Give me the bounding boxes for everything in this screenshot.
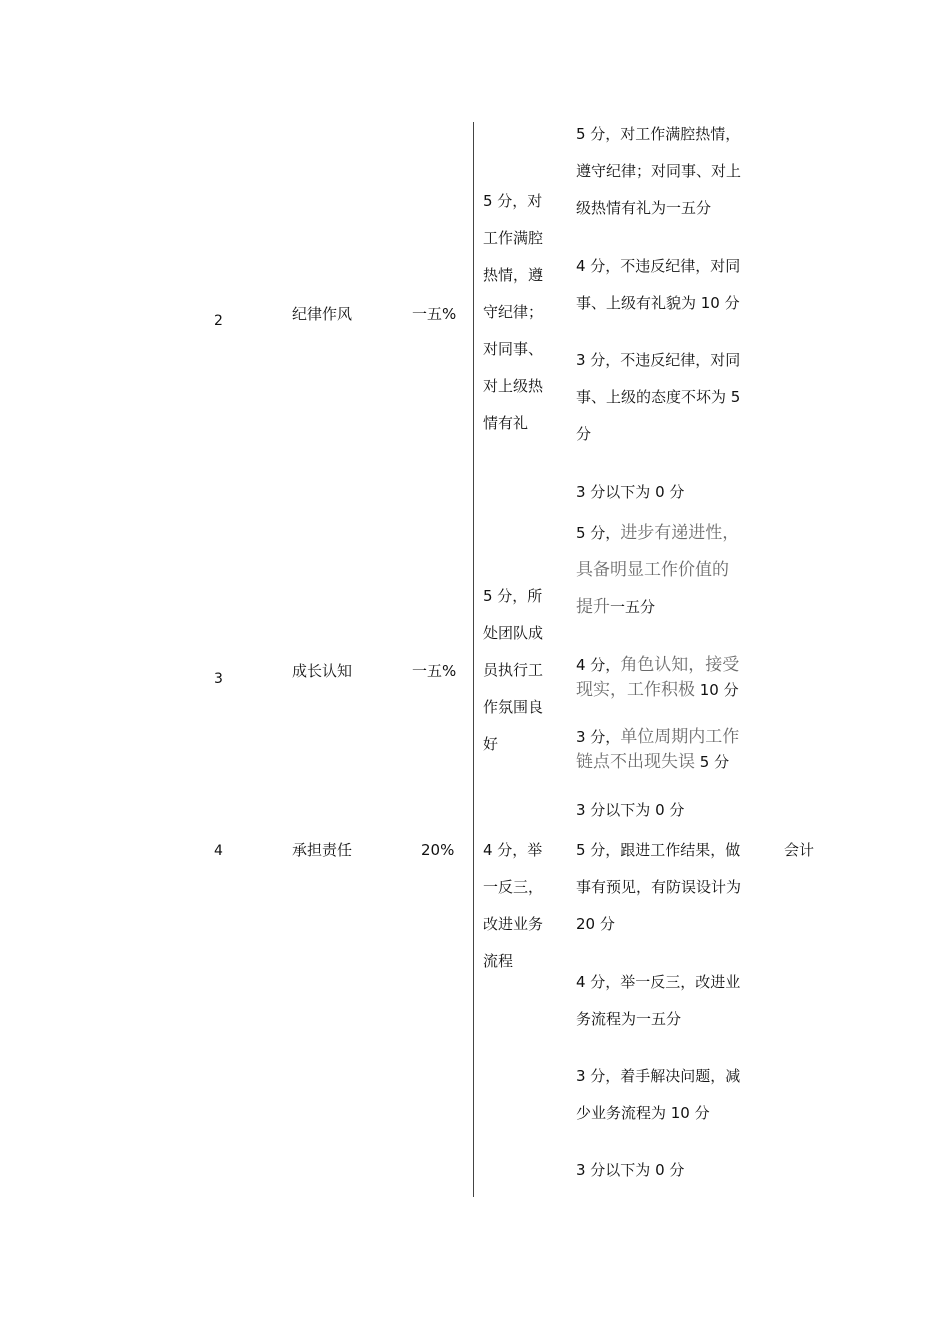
criterion-line: 改进业务	[483, 915, 544, 933]
level-line: 务流程为一五分	[576, 1010, 682, 1028]
level-line: 3 分以下为 0 分	[576, 483, 685, 501]
criterion-line: 情有礼	[483, 414, 529, 432]
row-index: 4	[214, 843, 223, 859]
level-text: 10 分	[695, 681, 739, 699]
row-criterion	[483, 578, 543, 763]
level-line: 5 分，对工作满腔热情，	[576, 125, 741, 143]
level-line: 3 分以下为 0 分	[576, 1161, 685, 1179]
criterion-line: 对同事、	[483, 340, 544, 358]
criterion-line: 处团队成	[483, 624, 544, 642]
level-line: 分	[576, 425, 592, 443]
level-block	[576, 792, 684, 829]
criterion-line: 流程	[483, 952, 514, 970]
level-line: 3 分，着手解决问题，减	[576, 1067, 741, 1085]
row-weight: 20%	[421, 841, 455, 859]
criterion-line: 作氛围良	[483, 698, 544, 716]
level-text: 进步有递进性，	[620, 523, 740, 543]
level-line: 遵守纪律；对同事、对上	[576, 162, 742, 180]
level-line: 4 分，举一反三，改进业	[576, 973, 741, 991]
table-column-divider	[473, 122, 474, 1197]
level-text: 3 分，	[576, 728, 621, 746]
level-line: 级热情有礼为一五分	[576, 199, 712, 217]
level-line: 少业务流程为 10 分	[576, 1104, 710, 1122]
level-line: 事有预见，有防误设计为	[576, 878, 742, 896]
level-block	[576, 832, 741, 943]
level-text: 链点不出现失误	[576, 752, 695, 772]
level-block	[576, 248, 740, 322]
level-line: 5 分，跟进工作结果，做	[576, 841, 741, 859]
criterion-line: 员执行工	[483, 661, 544, 679]
row-weight: 一五%	[412, 662, 457, 680]
level-line: 事、上级有礼貌为 10 分	[576, 294, 740, 312]
level-text: 5 分	[695, 753, 730, 771]
level-block	[576, 116, 741, 227]
criterion-line: 5 分，所	[483, 587, 543, 605]
row-item: 承担责任	[292, 841, 353, 859]
criterion-line: 5 分，对	[483, 192, 543, 210]
level-block	[576, 515, 739, 626]
level-text: 提升	[576, 597, 610, 617]
row-weight: 一五%	[412, 305, 457, 323]
level-text: 具备明显工作价值的	[576, 560, 729, 580]
criterion-line: 好	[483, 735, 499, 753]
level-block	[576, 725, 739, 775]
level-text: 单位周期内工作	[620, 727, 740, 747]
level-block	[576, 474, 684, 511]
level-block	[576, 342, 740, 453]
level-block	[576, 653, 739, 703]
level-text: 4 分，	[576, 656, 621, 674]
row-item: 成长认知	[292, 662, 353, 680]
row-index: 3	[214, 671, 223, 687]
level-line: 20 分	[576, 915, 615, 933]
level-line: 3 分，不违反纪律，对同	[576, 351, 741, 369]
level-text: 角色认知，接受	[620, 655, 740, 675]
level-block	[576, 964, 740, 1038]
criterion-line: 对上级热	[483, 377, 544, 395]
row-index: 2	[214, 313, 223, 329]
level-text: 一五分	[610, 598, 656, 616]
criterion-line: 4 分，举	[483, 841, 543, 859]
level-block	[576, 1058, 740, 1132]
level-block	[576, 1152, 684, 1189]
row-criterion	[483, 832, 543, 980]
level-line: 4 分，不违反纪律，对同	[576, 257, 741, 275]
row-item: 纪律作风	[292, 305, 353, 323]
criterion-line: 工作满腔	[483, 229, 544, 247]
level-line: 3 分以下为 0 分	[576, 801, 685, 819]
criterion-line: 守纪律；	[483, 303, 544, 321]
row-criterion	[483, 183, 543, 442]
row-assessor: 会计	[784, 841, 815, 859]
level-text: 现实，工作积极	[576, 680, 695, 700]
criterion-line: 一反三，	[483, 878, 544, 896]
level-line: 事、上级的态度不坏为 5	[576, 388, 741, 406]
level-text: 5 分，	[576, 524, 621, 542]
criterion-line: 热情，遵	[483, 266, 544, 284]
